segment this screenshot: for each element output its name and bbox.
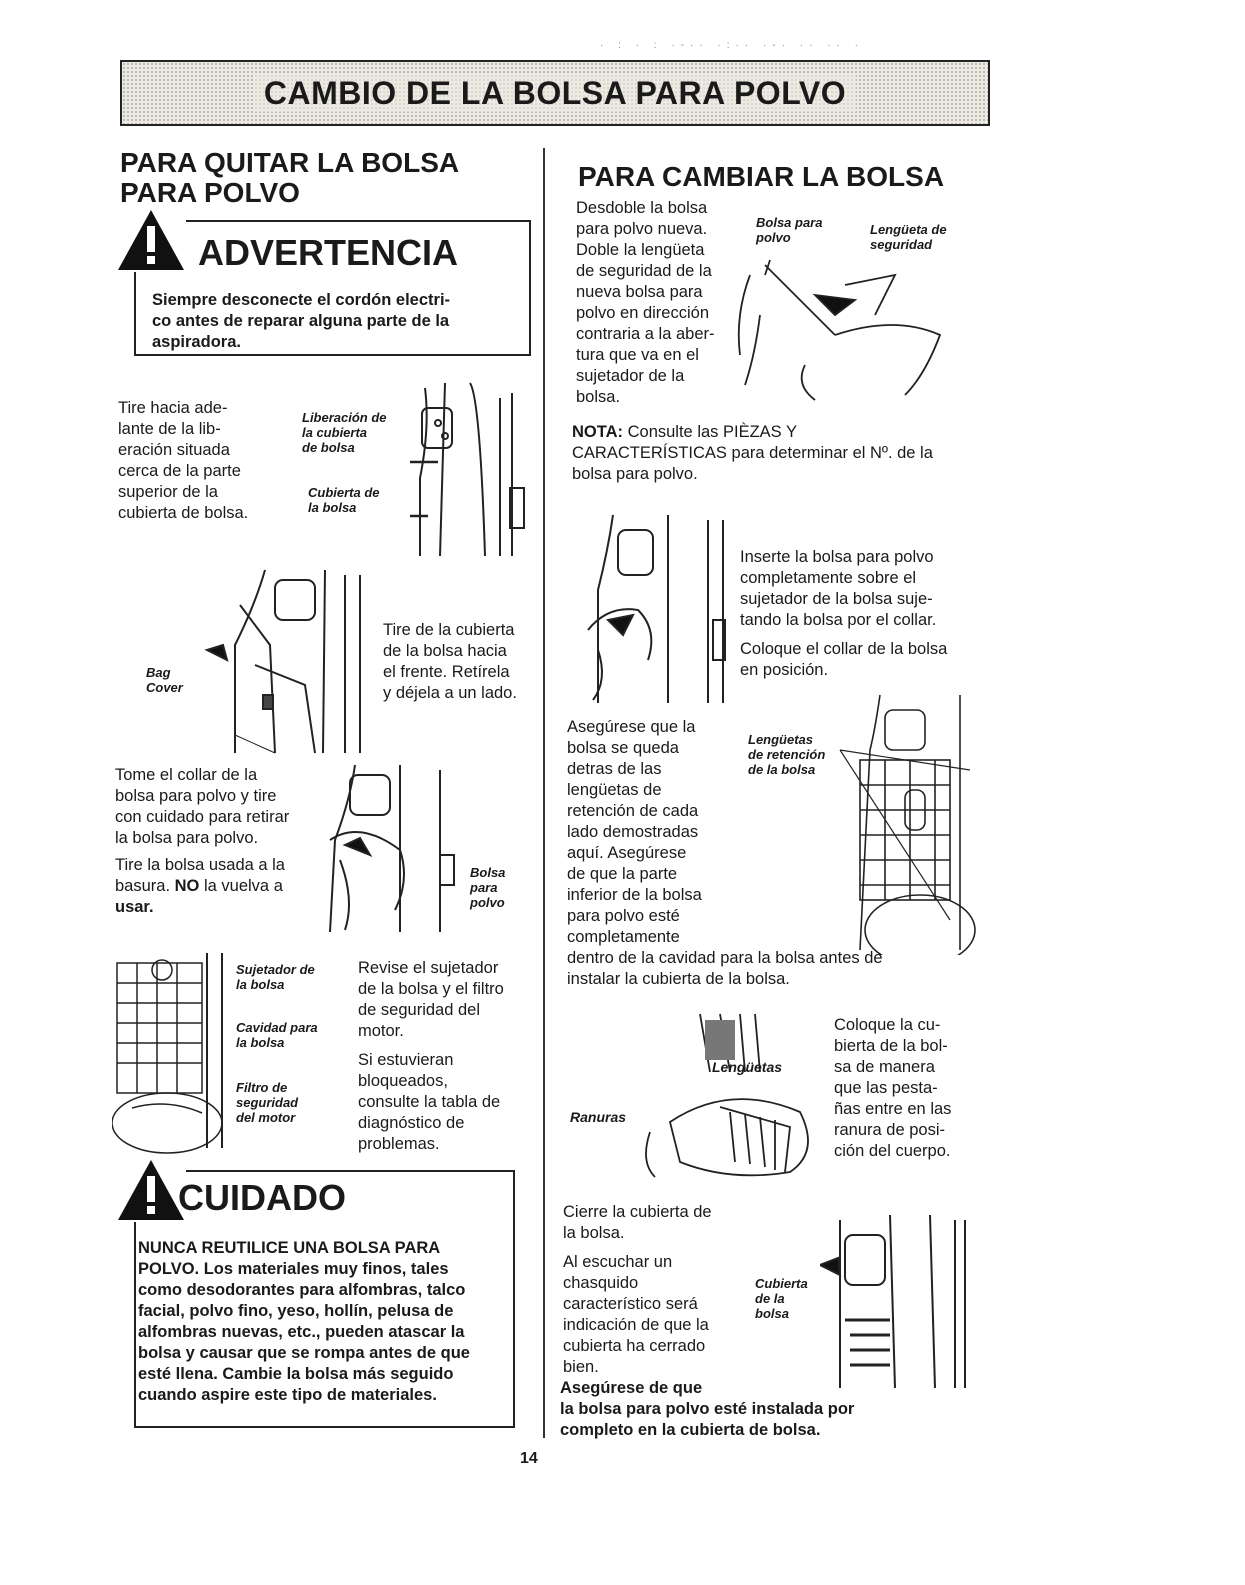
caption-line: bolsa bbox=[755, 1306, 789, 1321]
text-line: Tire de la cubierta bbox=[383, 621, 515, 639]
left-heading-line2: PARA POLVO bbox=[120, 177, 300, 208]
text-line: polvo en dirección bbox=[576, 304, 709, 322]
close-instructions bbox=[563, 1202, 712, 1378]
caption-line: la cubierta bbox=[302, 425, 368, 440]
step2-instructions bbox=[383, 620, 517, 704]
page-title: CAMBIO DE LA BOLSA PARA POLVO bbox=[254, 75, 856, 112]
text-line: lante de la lib- bbox=[118, 420, 221, 438]
caution-line: POLVO. Los materiales muy finos, tales bbox=[138, 1260, 449, 1278]
text-line: Tire hacia ade- bbox=[118, 399, 228, 417]
text-line: Doble la lengüeta bbox=[576, 241, 705, 259]
text-line: Tire la bolsa usada a la bbox=[115, 856, 285, 874]
caution-line: alfombras nuevas, etc., pueden atascar la bbox=[138, 1323, 465, 1341]
text-line: que las pesta- bbox=[834, 1079, 938, 1097]
text-line: cubierta ha cerrado bbox=[563, 1337, 706, 1355]
text-line: ñas entre en las bbox=[834, 1100, 952, 1118]
warning-line: aspiradora. bbox=[152, 333, 241, 351]
caption-line: Cavidad para bbox=[236, 1020, 318, 1035]
caption-line: de la bolsa bbox=[748, 762, 816, 777]
caption-line: la bolsa bbox=[308, 500, 357, 515]
text-line: para polvo nueva. bbox=[576, 220, 708, 238]
right-heading: PARA CAMBIAR LA BOLSA bbox=[578, 161, 945, 192]
text-line: usar. bbox=[115, 898, 154, 916]
caption-line: Bolsa para bbox=[756, 215, 823, 230]
cover-slots-illustration bbox=[570, 1012, 840, 1182]
text-line: Tome el collar de la bbox=[115, 766, 258, 784]
text-line: retención de cada bbox=[567, 802, 699, 820]
text-line: lengüetas de bbox=[567, 781, 662, 799]
warning-line: Siempre desconecte el cordón electri- bbox=[152, 291, 451, 309]
step1-instructions bbox=[118, 398, 248, 524]
text-line: ción del cuerpo. bbox=[834, 1142, 951, 1160]
text-line: diagnóstico de bbox=[358, 1114, 465, 1132]
note-text: Consulte las PIÈZAS Y bbox=[627, 423, 797, 441]
text-line: bloqueados, bbox=[358, 1072, 448, 1090]
text-line: inferior de la bolsa bbox=[567, 886, 702, 904]
text-line: lado demostradas bbox=[567, 823, 699, 841]
bag-collar-illustration bbox=[300, 760, 470, 935]
left-heading bbox=[120, 148, 459, 208]
caption-bag-cover-en bbox=[146, 665, 183, 695]
text-line: para polvo esté bbox=[567, 907, 680, 925]
caption-bag-cover bbox=[308, 485, 380, 515]
caption-line: la bolsa bbox=[236, 977, 285, 992]
cover-instructions bbox=[834, 1015, 951, 1162]
bold-line: completo en la cubierta de bolsa. bbox=[560, 1421, 821, 1439]
text-line: sujetador de la bolsa suje- bbox=[740, 590, 933, 608]
text-line: de la bolsa hacia bbox=[383, 642, 507, 660]
text-line: instalar la cubierta de la bolsa. bbox=[567, 970, 790, 988]
text-line: de la bolsa y el filtro bbox=[358, 980, 504, 998]
title-banner bbox=[120, 60, 990, 126]
caption-safety-tab bbox=[870, 222, 947, 252]
caption-line: Cover bbox=[146, 680, 183, 695]
text-line: característico será bbox=[563, 1295, 698, 1313]
text-line: en posición. bbox=[740, 661, 829, 679]
caution-title: CUIDADO bbox=[178, 1177, 346, 1218]
note-line bbox=[572, 422, 933, 443]
text-line: bolsa para polvo y tire bbox=[115, 787, 277, 805]
caption-line: de bolsa bbox=[302, 440, 355, 455]
caption-line: polvo bbox=[470, 895, 505, 910]
text-line: chasquido bbox=[563, 1274, 639, 1292]
caption-line: del motor bbox=[236, 1110, 296, 1125]
note-line: CARACTERÍSTICAS para determinar el Nº. de la bbox=[572, 444, 933, 462]
warning-line: co antes de reparar alguna parte de la bbox=[152, 312, 450, 330]
text-line: Asegúrese que la bbox=[567, 718, 696, 736]
text-line: con cuidado para retirar bbox=[115, 808, 290, 826]
caution-line: como desodorantes para alfombras, talco bbox=[138, 1281, 466, 1299]
text-line: consulte la tabla de bbox=[358, 1093, 501, 1111]
caution-line: facial, polvo fino, yeso, hollín, pelusa de bbox=[138, 1302, 454, 1320]
caution-line: NUNCA REUTILICE UNA BOLSA PARA bbox=[138, 1239, 441, 1257]
text-line: Revise el sujetador bbox=[358, 959, 499, 977]
caption-line: Sujetador de bbox=[236, 962, 315, 977]
caption-line: seguridad bbox=[870, 237, 933, 252]
caution-icon bbox=[116, 1158, 186, 1222]
caption-line: Cubierta de bbox=[308, 485, 380, 500]
caution-line: cuando aspire este tipo de materiales. bbox=[138, 1386, 437, 1404]
warning-title: ADVERTENCIA bbox=[198, 232, 459, 273]
text-line: sujetador de la bbox=[576, 367, 685, 385]
text-line: y déjela a un lado. bbox=[383, 684, 517, 702]
caption-line: Bolsa bbox=[470, 865, 506, 880]
bold-line: Asegúrese de que bbox=[560, 1379, 703, 1397]
warning-icon bbox=[116, 208, 186, 272]
caption-tabs: Lengüetas bbox=[712, 1059, 783, 1075]
bag-cavity-illustration bbox=[112, 948, 232, 1158]
caption-dust-bag bbox=[470, 865, 505, 910]
text-line: nueva bolsa para bbox=[576, 283, 703, 301]
text-line: Al escuchar un bbox=[563, 1253, 673, 1271]
close-emphasis bbox=[560, 1378, 854, 1441]
left-heading-line1: PARA QUITAR LA BOLSA bbox=[120, 147, 460, 178]
caption-line: para bbox=[470, 880, 498, 895]
text-line: Cierre la cubierta de bbox=[563, 1203, 712, 1221]
text-line: problemas. bbox=[358, 1135, 440, 1153]
text-line: Inserte la bolsa para polvo bbox=[740, 548, 934, 566]
caption-line: Liberación de bbox=[302, 410, 387, 425]
caption-line: Filtro de bbox=[236, 1080, 288, 1095]
text-line: Desdoble la bolsa bbox=[576, 199, 708, 217]
text-line: Coloque la cu- bbox=[834, 1016, 941, 1034]
text-line: aquí. Asegúrese bbox=[567, 844, 687, 862]
text-line: bierta de la bol- bbox=[834, 1037, 948, 1055]
text-line: cerca de la parte bbox=[118, 462, 241, 480]
note-line: bolsa para polvo. bbox=[572, 465, 698, 483]
text-line: de seguridad de la bbox=[576, 262, 712, 280]
caption-cover-release bbox=[302, 410, 387, 455]
text-line: contraria a la aber- bbox=[576, 325, 715, 343]
text-line: sa de manera bbox=[834, 1058, 935, 1076]
text-line: la bolsa. bbox=[563, 1224, 625, 1242]
text-line: la bolsa para polvo. bbox=[115, 829, 259, 847]
retention-tabs-illustration bbox=[800, 690, 980, 955]
text-line: el frente. Retírela bbox=[383, 663, 510, 681]
text-line: tura que va en el bbox=[576, 346, 699, 364]
text-line: ranura de posi- bbox=[834, 1121, 945, 1139]
text-line: detras de las bbox=[567, 760, 662, 778]
step3-instructions bbox=[115, 765, 289, 918]
caption-line: de la bbox=[755, 1291, 785, 1306]
column-divider bbox=[543, 148, 545, 1438]
text-line: tando la bolsa por el collar. bbox=[740, 611, 937, 629]
text-line: completamente sobre el bbox=[740, 569, 917, 587]
insert-instructions bbox=[740, 547, 947, 681]
caption-line: la bolsa bbox=[236, 1035, 285, 1050]
caption-line: seguridad bbox=[236, 1095, 299, 1110]
caption-line: Lengüeta de bbox=[870, 222, 947, 237]
text-line: motor. bbox=[358, 1022, 404, 1040]
caption-line: Bag bbox=[146, 665, 171, 680]
step4-instructions bbox=[358, 958, 504, 1155]
vacuum-top-illustration bbox=[400, 378, 530, 558]
caption-line: polvo bbox=[756, 230, 791, 245]
text-line: bolsa. bbox=[576, 388, 621, 406]
caution-line: bolsa y causar que se rompa antes de que bbox=[138, 1344, 470, 1362]
text-bold: NO bbox=[174, 877, 200, 895]
caption-slots: Ranuras bbox=[570, 1109, 627, 1125]
bag-cover-removal-illustration bbox=[195, 565, 375, 755]
new-bag-illustration bbox=[725, 255, 950, 405]
text-line: superior de la bbox=[118, 483, 218, 501]
caption-new-bag bbox=[756, 215, 822, 245]
caption-line: Lengüetas bbox=[748, 732, 814, 747]
caption-motor-filter bbox=[236, 1080, 298, 1125]
warning-body bbox=[152, 290, 450, 353]
text-line: indicación de que la bbox=[563, 1316, 709, 1334]
bold-line: la bolsa para polvo esté instalada por bbox=[560, 1400, 855, 1418]
bag-insert-illustration bbox=[568, 510, 733, 705]
caption-bag-cavity bbox=[236, 1020, 318, 1050]
text-line: Si estuvieran bbox=[358, 1051, 454, 1069]
caption-line: Cubierta bbox=[755, 1276, 808, 1291]
text-line: bien. bbox=[563, 1358, 599, 1376]
text-part: la vuelva a bbox=[203, 877, 283, 895]
text-line: dentro de la cavidad para la bolsa antes de bbox=[567, 949, 883, 967]
text-line: de que la parte bbox=[567, 865, 678, 883]
caption-bag-holder bbox=[236, 962, 315, 992]
text-line: cubierta de bolsa. bbox=[118, 504, 249, 522]
text-line: Coloque el collar de la bolsa bbox=[740, 640, 948, 658]
caution-line: esté llena. Cambie la bolsa más seguido bbox=[138, 1365, 454, 1383]
caution-body bbox=[138, 1238, 470, 1406]
page-number: 14 bbox=[520, 1450, 538, 1467]
text-line: de seguridad del bbox=[358, 1001, 481, 1019]
note-label: NOTA: bbox=[572, 423, 624, 441]
caption-line: de retención bbox=[748, 747, 826, 762]
text-line: completamente bbox=[567, 928, 680, 946]
note-paragraph bbox=[572, 422, 933, 485]
caption-cover-close bbox=[755, 1276, 808, 1321]
text-part: basura. bbox=[115, 877, 171, 895]
scan-marks: · : · : ·-·· ·:·· ·-· ·· ·· · bbox=[600, 40, 864, 51]
unfold-instructions bbox=[576, 198, 715, 408]
closed-cover-illustration bbox=[820, 1210, 980, 1390]
text-line bbox=[115, 876, 289, 897]
text-line: bolsa se queda bbox=[567, 739, 679, 757]
text-line: eración situada bbox=[118, 441, 230, 459]
